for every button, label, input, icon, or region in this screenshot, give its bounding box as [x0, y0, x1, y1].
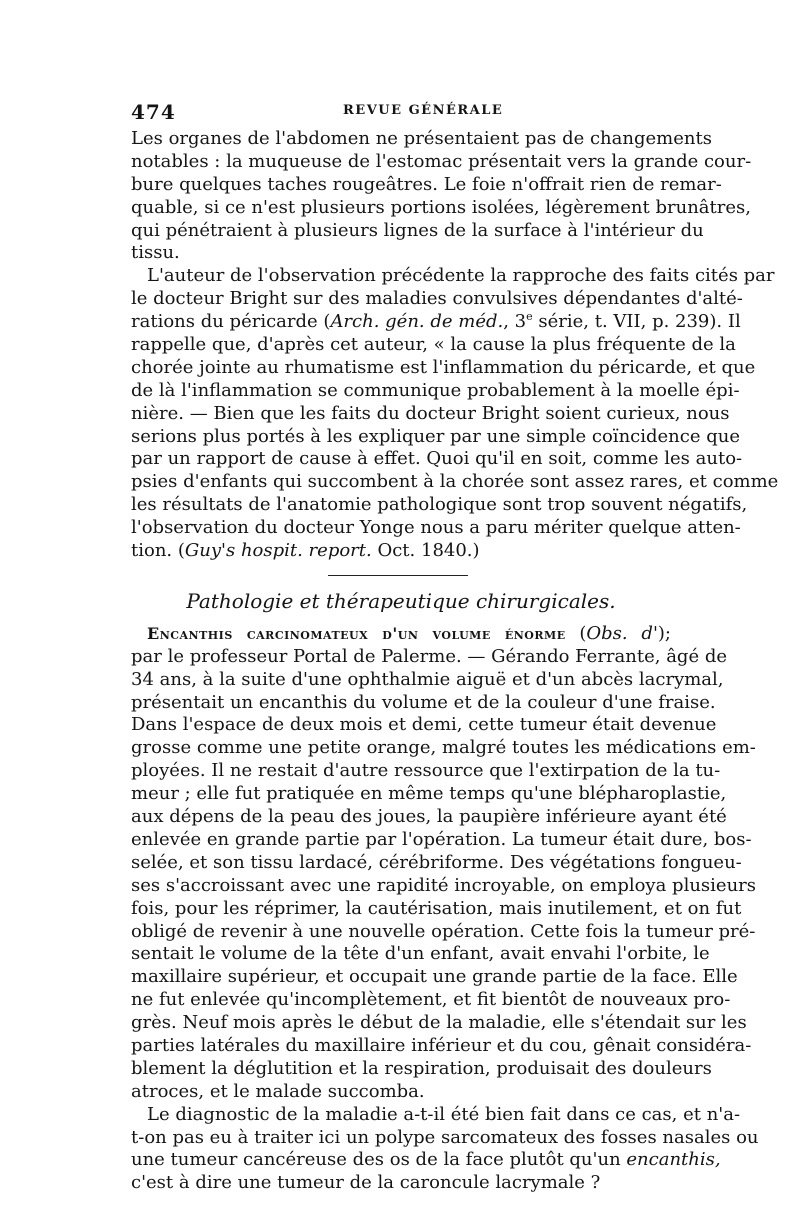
- text-line: ses s'accroissant avec une rapidité incroyable, on employa plusieurs: [131, 874, 757, 896]
- text-line: notables : la muqueuse de l'estomac présentait vers la grande cour-: [131, 150, 752, 172]
- superscript: e: [526, 310, 533, 324]
- paragraph-bright-observation: [131, 265, 779, 563]
- text-line: enlevée en grande partie par l'opération. La tumeur était dure, bos-: [131, 828, 752, 850]
- section-title: Pathologie et thérapeutique chirurgicales.: [186, 588, 616, 613]
- text-line: parties latérales du maxillaire inférieur et du cou, gênait considéra-: [131, 1034, 752, 1056]
- text-line: serions plus portés à les expliquer par une simple coïncidence que: [131, 425, 740, 447]
- text-line: de là l'inflammation se communique probablement à la moelle épi-: [131, 379, 740, 401]
- article-lead-title: Encanthis carcinomateux d'un volume énorme: [147, 623, 566, 643]
- page-number: 474: [131, 100, 176, 124]
- text-run: (: [565, 622, 587, 644]
- section-divider: [131, 563, 671, 581]
- paragraph-abdomen: [131, 128, 752, 265]
- text-line: fois, pour les réprimer, la cautérisation, mais inutilement, et on fut: [131, 897, 742, 919]
- text-line: qui pénétraient à plusieurs lignes de la surface à l'intérieur du: [131, 219, 704, 241]
- text-line: c'est à dire une tumeur de la caroncule lacrymale ?: [131, 1172, 601, 1194]
- term-encanthis: encanthis,: [626, 1149, 721, 1171]
- text-line: grès. Neuf mois après le début de la maladie, elle s'étendait sur les: [131, 1012, 747, 1034]
- paragraph-encanthis-case: [131, 622, 757, 1104]
- text-line: les résultats de l'anatomie pathologique sont trop souvent négatifs,: [131, 494, 748, 516]
- text-line: L'auteur de l'observation précédente la rapproche des faits cités par: [147, 265, 775, 287]
- text-run: une tumeur cancéreuse des os de la face plutôt qu'un: [131, 1149, 627, 1171]
- text-line: l'observation du docteur Yonge nous a paru mériter quelque atten-: [131, 517, 741, 539]
- text-line: obligé de revenir à une nouvelle opération. Cette fois la tumeur pré-: [131, 920, 756, 942]
- text-line: [131, 310, 741, 334]
- text-run: Oct. 1840.): [371, 540, 480, 562]
- text-line: grosse comme une petite orange, malgré toutes les médications em-: [131, 737, 756, 759]
- text-line: atroces, et le malade succomba.: [131, 1080, 425, 1102]
- text-line: Le diagnostic de la maladie a-t-il été bien fait dans ce cas, et n'a-: [147, 1103, 741, 1125]
- text-line: [131, 1149, 721, 1172]
- running-head: [131, 100, 671, 126]
- observation-ref: Obs. d': [586, 622, 658, 644]
- journal-citation: Arch. gén. de méd.: [330, 311, 504, 333]
- text-line: chorée jointe au rhumatisme est l'inflammation du péricarde, et que: [131, 356, 756, 378]
- text-run: rations du péricarde (: [131, 311, 331, 333]
- text-line: sentait le volume de la tête d'un enfant, avait envahi l'orbite, le: [131, 943, 710, 965]
- text-line: par un rapport de cause à effet. Quoi qu'il en soit, comme les auto-: [131, 448, 743, 470]
- text-line: bure quelques taches rougeâtres. Le foie n'offrait rien de remar-: [131, 173, 722, 195]
- text-line: meur ; elle fut pratiquée en même temps qu'une blépharoplastie,: [131, 783, 727, 805]
- text-line: le docteur Bright sur des maladies convulsives dépendantes d'alté-: [131, 288, 743, 310]
- text-line: [131, 540, 671, 563]
- text-run: , 3: [503, 311, 527, 333]
- body-text: [131, 128, 779, 1195]
- text-run: tion. (: [131, 540, 185, 562]
- text-line: quable, si ce n'est plusieurs portions isolées, légèrement brunâtres,: [131, 196, 751, 218]
- text-line: Les organes de l'abdomen ne présentaient pas de changements: [131, 128, 712, 149]
- divider-rule: [328, 575, 468, 576]
- text-line: psies d'enfants qui succombent à la chorée sont assez rares, et comme: [131, 471, 779, 493]
- source-citation: Guy's hospit. report.: [184, 540, 372, 562]
- text-line: ployées. Il ne restait d'autre ressource que l'extirpation de la tu-: [131, 760, 721, 782]
- journal-title: REVUE GÉNÉRALE: [343, 103, 504, 118]
- text-line: par le professeur Portal de Palerme. — Gérando Ferrante, âgé de: [131, 645, 727, 667]
- text-line: 34 ans, à la suite d'une ophthalmie aiguë et d'un abcès lacrymal,: [131, 668, 724, 690]
- text-run: );: [657, 622, 671, 644]
- text-line: tissu.: [131, 242, 180, 264]
- text-line: t-on pas eu à traiter ici un polype sarcomateux des fosses nasales ou: [131, 1126, 759, 1148]
- text-line: maxillaire supérieur, et occupait une grande partie de la face. Elle: [131, 966, 738, 988]
- text-line: selée, et son tissu lardacé, cérébriforme. Des végétations fongueu-: [131, 851, 742, 873]
- text-line: présentait un encanthis du volume et de la couleur d'une fraise.: [131, 691, 716, 713]
- text-line: [131, 623, 671, 646]
- text-line: rappelle que, d'après cet auteur, « la cause la plus fréquente de la: [131, 334, 736, 356]
- text-line: blement la déglutition et la respiration, produisait des douleurs: [131, 1057, 712, 1079]
- text-line: nière. — Bien que les faits du docteur Bright soient curieux, nous: [131, 402, 730, 424]
- paragraph-diagnosis-question: [131, 1103, 759, 1196]
- text-line: aux dépens de la peau des joues, la paupière inférieure ayant été: [131, 806, 727, 828]
- text-run: série, t. VII, p. 239). Il: [532, 311, 741, 333]
- text-line: Dans l'espace de deux mois et demi, cette tumeur était devenue: [131, 714, 717, 736]
- text-line: ne fut enlevée qu'incomplètement, et fit bientôt de nouveaux pro-: [131, 989, 731, 1011]
